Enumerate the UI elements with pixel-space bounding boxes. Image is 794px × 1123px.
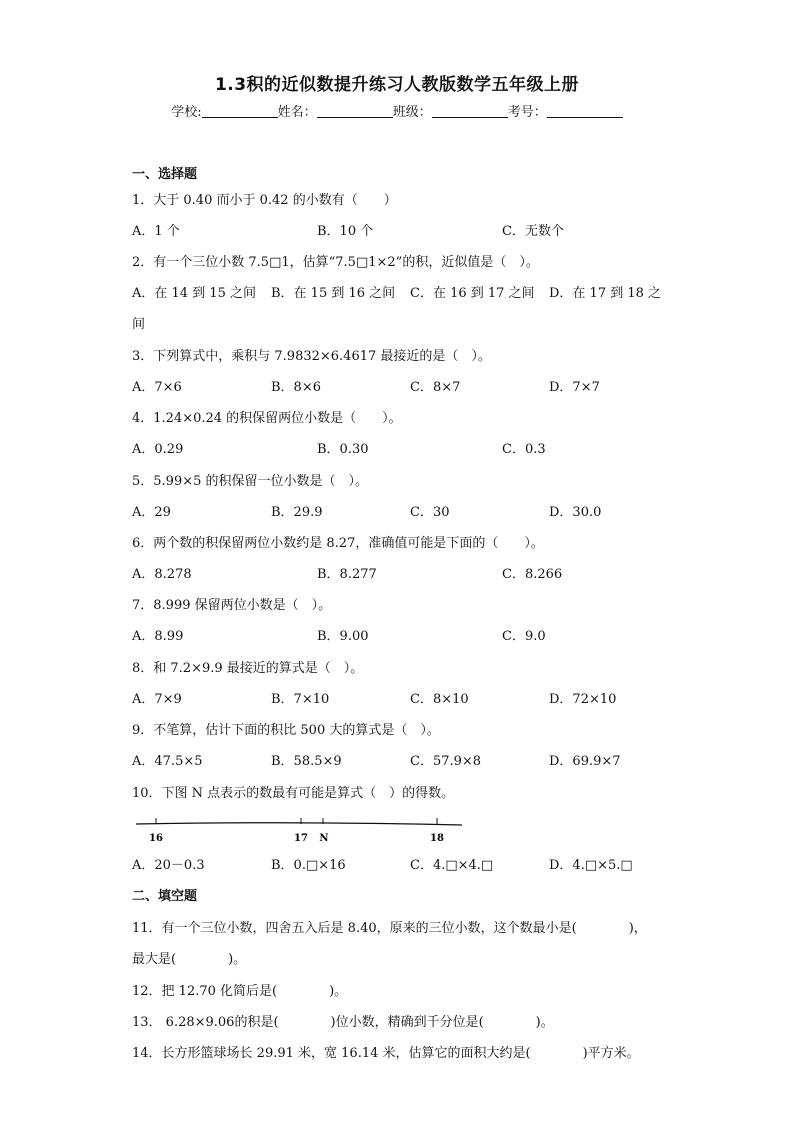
question-7-option-a[interactable]: A．8.99 — [132, 629, 184, 644]
question-11-line-2: 最大是( )。 — [132, 952, 247, 967]
class-blank[interactable] — [432, 104, 508, 118]
question-5-stem: 5．5.99×5 的积保留一位小数是（ ）。 — [132, 474, 369, 489]
question-2-option-d[interactable]: D．在 17 到 18 之 — [549, 286, 662, 301]
student-info-row — [0, 101, 794, 120]
name-blank[interactable] — [317, 104, 393, 118]
question-3-option-d[interactable]: D．7×7 — [549, 380, 600, 395]
question-9-option-c[interactable]: C．57.9×8 — [410, 754, 482, 769]
question-2-stem: 2．有一个三位小数 7.5□1，估算“7.5□1×2”的积，近似值是（ ）。 — [132, 255, 539, 270]
question-4-stem: 4．1.24×0.24 的积保留两位小数是（ ）。 — [132, 411, 402, 426]
question-7-option-b[interactable]: B．9.00 — [317, 629, 369, 644]
question-9-option-a[interactable]: A．47.5×5 — [132, 754, 203, 769]
question-6-option-c[interactable]: C．8.266 — [502, 567, 563, 582]
question-10-option-b[interactable]: B．0.□×16 — [271, 858, 346, 873]
question-2-option-a[interactable]: A．在 14 到 15 之间 — [132, 286, 257, 301]
question-6-option-b[interactable]: B．8.277 — [317, 567, 377, 582]
number-label: 考号： — [507, 105, 547, 120]
label-17: 17 — [294, 833, 308, 844]
section-heading-fill: 二、填空题 — [132, 889, 198, 904]
school-label: 学校: — [171, 105, 202, 120]
number-line-axis — [136, 823, 462, 825]
question-12-stem: 12．把 12.70 化简后是( )。 — [132, 984, 348, 999]
label-18: 18 — [430, 833, 444, 844]
question-11-line-1: 11．有一个三位小数，四舍五入后是 8.40，原来的三位小数，这个数最小是( )， — [132, 921, 647, 936]
page-title: 1.3积的近似数提升练习人教版数学五年级上册 — [214, 75, 580, 95]
question-5-option-a[interactable]: A．29 — [132, 505, 171, 520]
question-3-option-b[interactable]: B．8×6 — [271, 380, 321, 395]
label-n: N — [319, 833, 329, 844]
question-8-option-b[interactable]: B．7×10 — [271, 692, 330, 707]
section-heading-choice: 一、选择题 — [132, 167, 198, 182]
question-1-stem: 1．大于 0.40 而小于 0.42 的小数有（ ） — [132, 193, 397, 208]
class-label: 班级： — [392, 105, 432, 120]
question-9-stem: 9．不笔算，估计下面的积比 500 大的算式是（ ）。 — [132, 723, 440, 738]
number-line-svg — [134, 815, 464, 845]
question-10-option-d[interactable]: D．4.□×5.□ — [549, 858, 633, 873]
question-9-option-d[interactable]: D．69.9×7 — [549, 754, 621, 769]
question-2-option-c[interactable]: C．在 16 到 17 之间 — [410, 286, 535, 301]
question-4-option-b[interactable]: B．0.30 — [317, 442, 369, 457]
question-5-option-d[interactable]: D．30.0 — [549, 505, 602, 520]
question-3-option-c[interactable]: C．8×7 — [410, 380, 461, 395]
question-1-option-c[interactable]: C．无数个 — [502, 224, 564, 239]
question-14-stem: 14．长方形篮球场长 29.91 米，宽 16.14 米，估算它的面积大约是( )平方米。 — [132, 1046, 640, 1061]
school-blank[interactable] — [202, 104, 278, 118]
question-13-stem: 13． 6.28×9.06的积是( )位小数，精确到千分位是( )。 — [132, 1015, 554, 1030]
number-blank[interactable] — [547, 104, 623, 118]
question-1-option-a[interactable]: A．1 个 — [132, 224, 180, 239]
question-8-stem: 8．和 7.2×9.9 最接近的算式是（ ）。 — [132, 661, 364, 676]
question-7-stem: 7．8.999 保留两位小数是（ ）。 — [132, 598, 332, 613]
question-1-option-b[interactable]: B．10 个 — [317, 224, 374, 239]
question-7-option-c[interactable]: C．9.0 — [502, 629, 546, 644]
question-2-option-d-continued: 间 — [132, 317, 146, 332]
question-2-option-b[interactable]: B．在 15 到 16 之间 — [271, 286, 396, 301]
number-line-figure — [134, 815, 464, 845]
question-10-stem: 10．下图 N 点表示的数最有可能是算式（ ）的得数。 — [132, 786, 455, 801]
question-9-option-b[interactable]: B．58.5×9 — [271, 754, 342, 769]
question-8-option-d[interactable]: D．72×10 — [549, 692, 617, 707]
question-5-option-c[interactable]: C．30 — [410, 505, 450, 520]
question-8-option-c[interactable]: C．8×10 — [410, 692, 469, 707]
question-3-stem: 3．下列算式中，乘积与 7.9832×6.4617 最接近的是（ ）。 — [132, 349, 491, 364]
question-4-option-c[interactable]: C．0.3 — [502, 442, 546, 457]
question-3-option-a[interactable]: A．7×6 — [132, 380, 182, 395]
question-8-option-a[interactable]: A．7×9 — [132, 692, 182, 707]
question-10-option-c[interactable]: C．4.□×4.□ — [410, 858, 494, 873]
question-4-option-a[interactable]: A．0.29 — [132, 442, 184, 457]
question-5-option-b[interactable]: B．29.9 — [271, 505, 323, 520]
question-10-option-a[interactable]: A．20－0.3 — [132, 858, 205, 873]
question-6-stem: 6．两个数的积保留两位小数约是 8.27，准确值可能是下面的（ ）。 — [132, 536, 544, 551]
label-16: 16 — [149, 833, 163, 844]
question-6-option-a[interactable]: A．8.278 — [132, 567, 192, 582]
name-label: 姓名： — [277, 105, 317, 120]
